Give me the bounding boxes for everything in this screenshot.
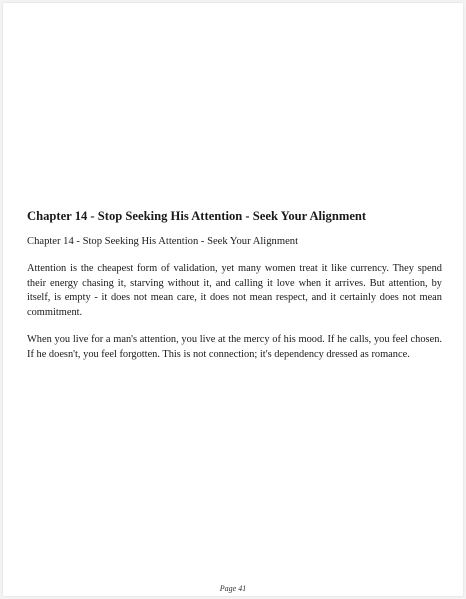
paragraph-2: When you live for a man's attention, you live at the mercy of his mood. If he calls, you feel chosen. If he doesn't, you feel forgotten. This is not connection; it's dependency dressed as romance. [27,334,442,360]
document-page [3,3,463,596]
page-content [27,208,442,376]
paragraph-1: Attention is the cheapest form of validation, yet many women treat it like currency. They spend their energy chasing it, starving without it, and calling it love when it arrives. But attention, by itself, is empty - it does not mean care, it does not mean respect, and it certainly does not mean commitment. [27,263,442,318]
page-number: Page 41 [219,584,247,593]
chapter-heading: Chapter 14 - Stop Seeking His Attention - Seek Your Alignment [27,209,367,223]
chapter-subheading: Chapter 14 - Stop Seeking His Attention - Seek Your Alignment [27,236,299,247]
